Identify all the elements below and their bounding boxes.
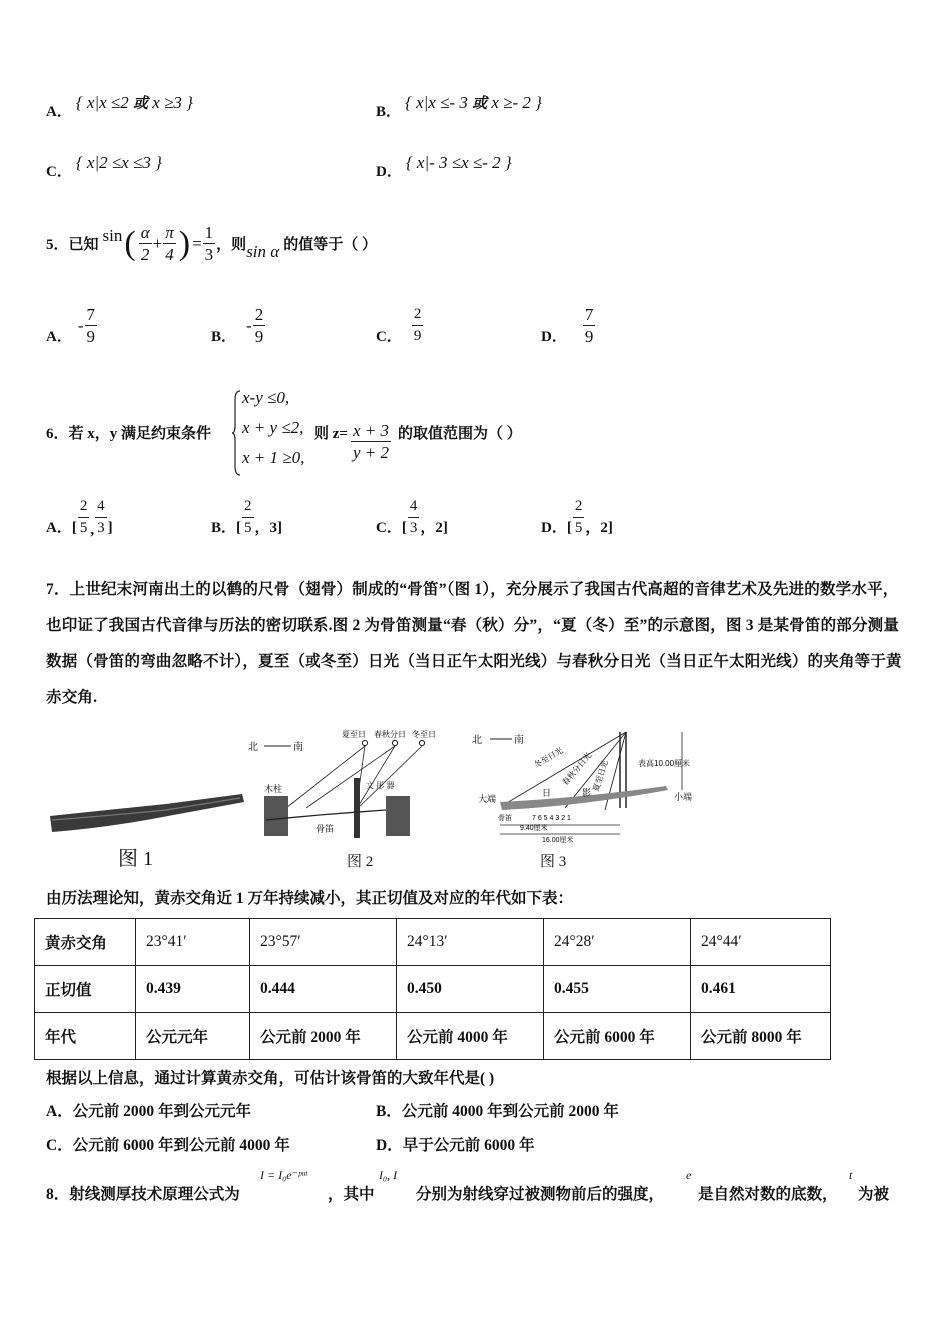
q6-b-rest: ，3]	[254, 520, 283, 536]
q4-option-b: B． { x|x ≤- 3 或 x ≥- 2 }	[376, 93, 542, 120]
q4-d-set: x|- 3 ≤x ≤- 2	[416, 153, 501, 172]
fig3-xiazhi-light: 夏至日光	[591, 759, 610, 793]
table-cell-angle: 24°28′	[544, 919, 691, 966]
q8-prefix: 8．射线测厚技术原理公式为	[46, 1186, 240, 1203]
table-cell-year: 公元前 8000 年	[691, 1013, 831, 1060]
figure-3-caption: 图 3	[540, 854, 567, 870]
q6-a-sep: ,	[90, 522, 95, 538]
q8-e: e	[686, 1168, 692, 1182]
table-cell-angle: 23°57′	[250, 919, 397, 966]
table-cell-year: 公元元年	[136, 1013, 250, 1060]
q7-option-a: A．公元前 2000 年到公元元年	[46, 1103, 251, 1120]
fig2-gudi: 骨笛	[316, 824, 335, 834]
q7-option-c: C．公元前 6000 年到公元前 4000 年	[46, 1137, 290, 1154]
table-cell-tan: 0.439	[136, 966, 250, 1013]
option-label: D．	[376, 164, 402, 180]
q6-a-close: ]	[107, 520, 113, 536]
q6-suffix: 的取值范围为（ ）	[398, 426, 522, 442]
q5-suffix: 的值等于（ ）	[283, 237, 377, 253]
q6-option-b	[211, 496, 282, 539]
obliquity-table	[34, 918, 831, 1060]
q6-then-wrap	[314, 422, 348, 443]
q5-option-a	[46, 304, 98, 347]
q8-vars: I₀, I	[379, 1168, 398, 1182]
q5-option-b	[211, 304, 266, 347]
q8-text2: 分别为射线穿过被测物前后的强度，	[416, 1186, 665, 1203]
q6-option-a	[46, 496, 113, 539]
q5-b-num: 2	[254, 305, 264, 324]
fig3-daduan: 大端	[478, 794, 497, 804]
left-brace-icon	[232, 390, 242, 476]
q6-z-numerator: x + 3	[353, 421, 390, 440]
q5-two: 2	[140, 245, 150, 264]
q8-text3: 是自然对数的底数，	[698, 1186, 838, 1203]
fig3-chunqiu-light: 春秋分日光	[560, 750, 594, 788]
q4-a-set-left: x|x ≤2	[86, 93, 129, 112]
q7-option-b: B．公元前 4000 年到公元前 2000 年	[376, 1103, 619, 1120]
fig3-gudi: 骨笛	[498, 815, 512, 822]
q5-c-num: 2	[413, 306, 422, 322]
fig3-south: 南	[514, 735, 524, 746]
q6-b-num: 2	[244, 498, 252, 514]
option-label: B．	[211, 329, 237, 345]
table-cell-angle: 23°41′	[136, 919, 250, 966]
table-cell-year: 公元前 2000 年	[250, 1013, 397, 1060]
q5-b-sign: -	[246, 315, 252, 335]
q5-three: 3	[204, 245, 214, 264]
q4-option-a: A． { x|x ≤2 或 x ≥3 }	[46, 93, 193, 120]
table-cell-tan: 0.444	[250, 966, 397, 1013]
option-label: A．[	[46, 520, 77, 536]
q6-prefix-wrap	[46, 422, 211, 443]
table-head-tan: 正切值	[35, 966, 136, 1013]
q4-a-set-right: x ≥3	[152, 93, 182, 112]
q6-prefix: 6．若 x，y 满足约束条件	[46, 426, 212, 442]
fig2-dongzhi: 冬至日	[412, 730, 436, 739]
fig3-xiaoduan: 小端	[674, 792, 693, 802]
q5-d-num: 7	[584, 305, 594, 324]
fig3-biaogao: 表高10.00厘米	[638, 759, 691, 768]
q7-paragraph: 7．上世纪末河南出土的以鹤的尺骨（翅骨）制成的“骨笛”（图 1），充分展示了我国古代高超的音律艺术及先进的数学水平，也印证了我国古代音律与历法的密切联系.图 2 为骨笛测量“春（秋）分”，“夏（冬）至”的示意图，图 3 是某骨笛的部分测量数据（骨笛的弯曲忽略不计），夏至（或冬至）日光（当日正午太阳光线）与春秋分日光（当日正午太阳光线）的夹角等于黄赤交角.	[46, 581, 902, 706]
q5-option-d	[541, 304, 596, 347]
fig2-muzhuang: 木柱	[264, 784, 283, 794]
fig2-north: 北	[248, 742, 258, 753]
q6-c-den: 3	[408, 517, 420, 539]
q7-table-intro: 由历法理论知，黄赤交角近 1 万年持续减小，其正切值及对应的年代如下表：	[46, 890, 574, 907]
q5-a-num: 7	[86, 305, 96, 324]
q6-constraint-3: x + 1 ≥0,	[242, 448, 305, 467]
q6-constraint-1: x-y ≤0,	[242, 388, 290, 407]
q5-target: sin α	[246, 241, 280, 261]
q6-option-c	[376, 496, 448, 539]
q5-option-c	[376, 304, 424, 347]
q8-formula: I = I₀e⁻ᵖᵘᵗ	[260, 1168, 307, 1182]
fig2-chunqiu: 春秋分日	[374, 730, 406, 739]
q5-then: ，则	[216, 237, 247, 253]
fig2-wenbian: 文 彤 器	[366, 781, 395, 790]
q6-b-den: 5	[242, 517, 254, 539]
q5-four: 4	[165, 245, 174, 264]
table-cell-year: 公元前 6000 年	[544, 1013, 691, 1060]
q4-c-set: x|2 ≤x ≤3	[86, 153, 151, 172]
q5-sin: sin	[102, 225, 123, 245]
q6-a-den2: 3	[95, 517, 107, 539]
option-label: B．[	[211, 520, 242, 536]
q5-b-den: 9	[254, 327, 264, 346]
q5-a-den: 9	[86, 327, 96, 346]
fig3-dongzhi-light: 冬至日光	[532, 745, 565, 770]
q6-option-d	[541, 496, 613, 539]
figure-2-caption: 图 2	[347, 854, 374, 870]
q6-d-num: 2	[574, 498, 583, 514]
option-label: A．	[46, 329, 72, 345]
figure-2-diagram	[246, 728, 442, 846]
q7-question: 根据以上信息，通过计算黄赤交角，可估计该骨笛的大致年代是( )	[46, 1070, 495, 1087]
q6-then: 则 z=	[314, 426, 348, 442]
q6-a-num1: 2	[79, 498, 88, 514]
q6-d-den: 5	[573, 517, 585, 539]
q5-one: 1	[204, 223, 214, 242]
table-cell-angle: 24°13′	[397, 919, 544, 966]
q4-b-or: 或	[472, 96, 488, 112]
q5-pi: π	[165, 223, 174, 242]
q6-suffix-wrap	[398, 422, 522, 443]
table-cell-tan: 0.461	[691, 966, 831, 1013]
fig3-ticks: 7 6 5 4 3 2 1	[532, 815, 571, 822]
q4-option-d: D． { x|- 3 ≤x ≤- 2 }	[376, 153, 512, 180]
q5-stem: 5．已知 sin ( $\frac{\alpha}{2}$ + $\frac{\pi}{4}$ ) = $\frac{1}{3}$ ，则 sin α 的值等于（ ）	[46, 223, 377, 264]
fig2-south: 南	[293, 742, 303, 753]
option-label: D．[	[541, 520, 572, 536]
q6-constraint-2: x + y ≤2,	[242, 418, 304, 437]
option-label: D．	[541, 329, 567, 345]
q7-option-d: D．早于公元前 6000 年	[376, 1137, 535, 1154]
figure-1-bone-flute	[46, 786, 246, 846]
q8-text4: 为被	[858, 1186, 890, 1203]
q6-a-num2: 4	[97, 498, 105, 514]
q8-stem	[46, 1168, 906, 1208]
table-cell-angle: 24°44′	[691, 919, 831, 966]
option-label: A．	[46, 104, 72, 120]
option-label: C．	[46, 164, 72, 180]
option-label: B．	[376, 104, 402, 120]
q5-alpha: α	[140, 223, 150, 242]
q5-c-den: 9	[412, 325, 424, 347]
fig2-xiazhi: 夏至日	[342, 730, 366, 739]
q4-a-or: 或	[133, 96, 149, 112]
q6-d-rest: ，2]	[585, 520, 613, 536]
q8-t: t	[849, 1168, 853, 1182]
table-cell-year: 公元前 4000 年	[397, 1013, 544, 1060]
q6-z-fraction	[350, 420, 392, 463]
table-cell-tan: 0.455	[544, 966, 691, 1013]
q5-d-den: 9	[584, 327, 594, 346]
q4-b-set-right: x ≥- 2	[491, 93, 531, 112]
table-row	[35, 1013, 831, 1060]
option-label: C．[	[376, 520, 407, 536]
q5-prefix: 5．已知	[46, 237, 99, 253]
q6-a-den1: 5	[78, 517, 90, 539]
fig3-ri: 日	[542, 788, 552, 798]
figure-3-diagram	[470, 728, 720, 846]
fig3-d2: 16.00厘米	[542, 837, 574, 844]
q4-b-set-left: x|x ≤- 3	[416, 93, 468, 112]
fig3-north: 北	[472, 735, 482, 746]
table-row	[35, 966, 831, 1013]
q6-z-denominator: y + 2	[353, 443, 390, 462]
table-head-year: 年代	[35, 1013, 136, 1060]
option-label: C．	[376, 329, 402, 345]
q6-c-num: 4	[409, 498, 418, 514]
table-row	[35, 919, 831, 966]
fig3-d1: 9.40厘米	[520, 825, 548, 832]
q5-a-sign: -	[77, 315, 84, 335]
table-cell-tan: 0.450	[397, 966, 544, 1013]
q4-option-c: C． { x|2 ≤x ≤3 }	[46, 153, 162, 180]
figure-1-caption: 图 1	[118, 848, 153, 870]
q8-mid: ，其中	[328, 1186, 375, 1203]
q6-c-rest: ，2]	[420, 520, 448, 536]
table-head-angle: 黄赤交角	[35, 919, 136, 966]
fig3-ying: 影	[582, 788, 592, 798]
